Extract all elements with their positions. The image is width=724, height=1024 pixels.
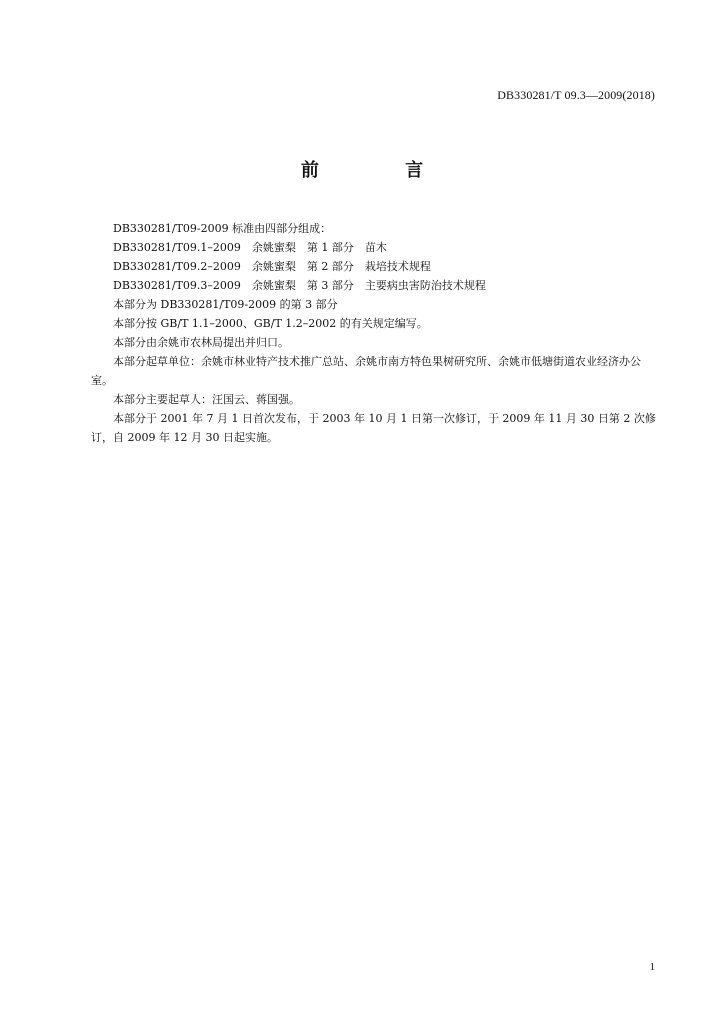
paragraph-part-1: DB330281/T09.1–2009 余姚蜜梨 第 1 部分 苗木 [113, 241, 387, 254]
foreword-body [91, 219, 657, 447]
standard-code-header: DB330281/T 09.3—2009(2018) [497, 88, 655, 102]
paragraph-part-3: DB330281/T09.3–2009 余姚蜜梨 第 3 部分 主要病虫害防治技术规程 [113, 279, 486, 292]
paragraph-drafting-rules: 本部分按 GB/T 1.1–2000、GB/T 1.2–2002 的有关规定编写。 [113, 317, 428, 330]
paragraph-this-part: 本部分为 DB330281/T09-2009 的第 3 部分 [113, 298, 338, 311]
page-number: 1 [649, 961, 655, 973]
page-title: 前 言 [300, 160, 464, 181]
paragraph-part-2: DB330281/T09.2–2009 余姚蜜梨 第 2 部分 栽培技术规程 [113, 260, 431, 273]
paragraph-proposer: 本部分由余姚市农林局提出并归口。 [113, 336, 289, 349]
paragraph-drafting-units: 本部分起草单位：余姚市林业特产技术推广总站、余姚市南方特色果树研究所、余姚市低塘街道农业经济办公室。 [91, 355, 641, 387]
paragraph-drafters: 本部分主要起草人：汪国云、蒋国强。 [113, 393, 300, 406]
paragraph-history: 本部分于 2001 年 7 月 1 日首次发布，于 2003 年 10 月 1 日第一次修订，于 2009 年 11 月 30 日第 2 次修订，自 2009 年 12 月 30 日起实施。 [91, 412, 656, 444]
paragraph-composition: DB330281/T09-2009 标准由四部分组成： [113, 222, 332, 235]
